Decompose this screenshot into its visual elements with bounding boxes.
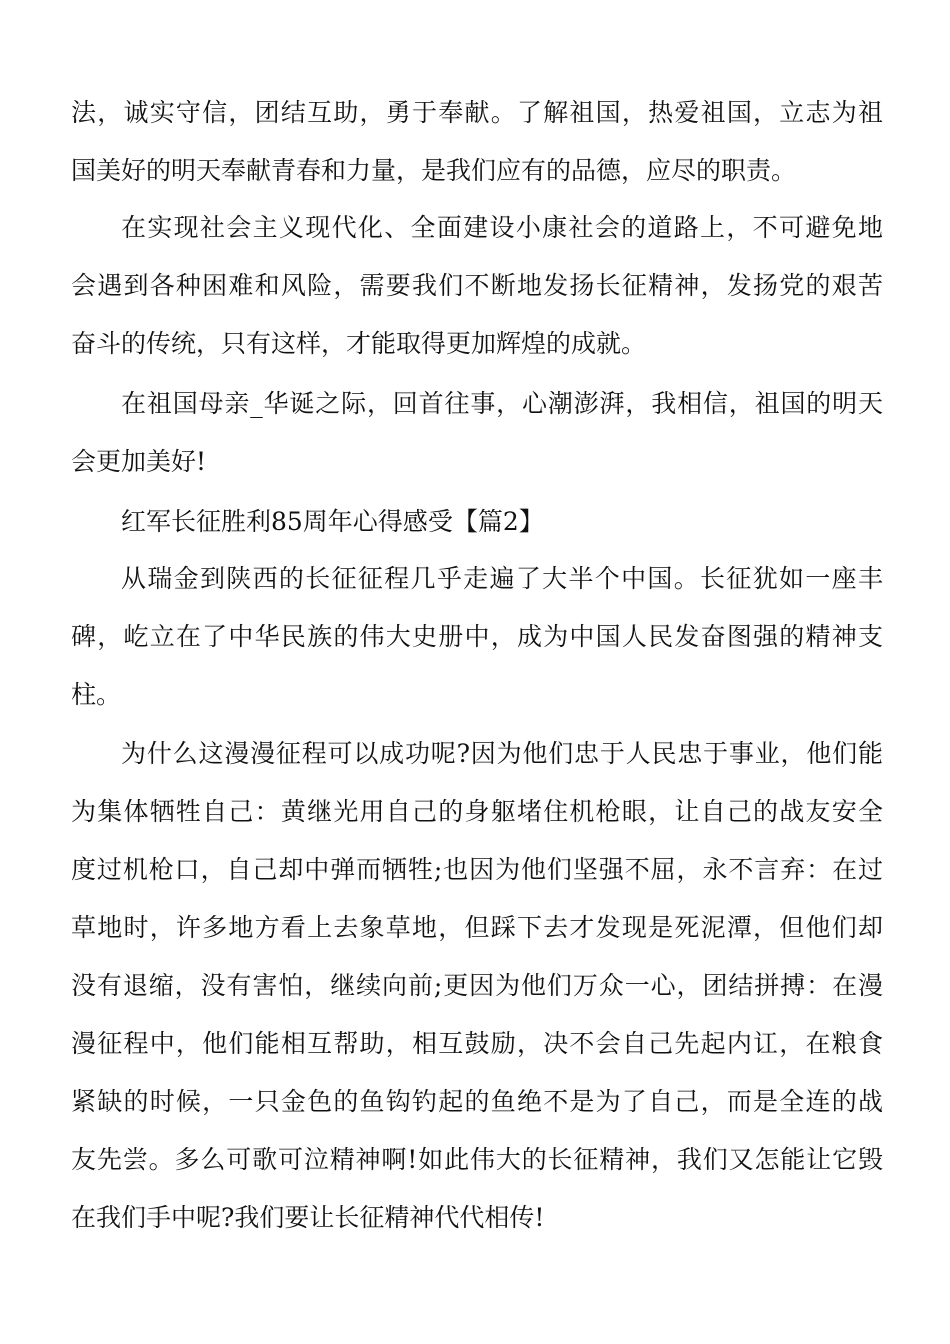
- paragraph-line: 奋斗的传统，只有这样，才能取得更加辉煌的成就。: [71, 329, 647, 358]
- paragraph-line: 在实现社会主义现代化、全面建设小康社会的道路上，不可避免地: [121, 213, 883, 242]
- paragraph-line: 会遇到各种困难和风险，需要我们不断地发扬长征精神，发扬党的艰苦: [71, 271, 883, 300]
- paragraph-line: 会更加美好!: [71, 447, 207, 476]
- paragraph-line: 为什么这漫漫征程可以成功呢?因为他们忠于人民忠于事业，他们能: [121, 739, 883, 768]
- paragraph-line: 紧缺的时候，一只金色的鱼钩钓起的鱼绝不是为了自己，而是全连的战: [71, 1087, 883, 1116]
- paragraph-line: 从瑞金到陕西的长征征程几乎走遍了大半个中国。长征犹如一座丰: [121, 564, 883, 593]
- paragraph-line: 漫征程中，他们能相互帮助，相互鼓励，决不会自己先起内讧，在粮食: [71, 1029, 883, 1058]
- paragraph-line: 草地时，许多地方看上去象草地，但踩下去才发现是死泥潭，但他们却: [71, 913, 883, 942]
- section-heading: 红军长征胜利85周年心得感受【篇2】: [121, 507, 544, 536]
- paragraph-line: 为集体牺牲自己：黄继光用自己的身躯堵住机枪眼，让自己的战友安全: [71, 797, 883, 826]
- paragraph-line: 在祖国母亲_华诞之际，回首往事，心潮澎湃，我相信，祖国的明天: [121, 389, 883, 418]
- paragraph-line: 没有退缩，没有害怕，继续向前;更因为他们万众一心，团结拼搏：在漫: [71, 971, 883, 1000]
- paragraph-line: 法，诚实守信，团结互助，勇于奉献。了解祖国，热爱祖国，立志为祖: [71, 98, 883, 127]
- paragraph-line: 友先尝。多么可歌可泣精神啊!如此伟大的长征精神，我们又怎能让它毁: [71, 1145, 883, 1174]
- paragraph-line: 在我们手中呢?我们要让长征精神代代相传!: [71, 1203, 545, 1232]
- paragraph-line: 柱。: [71, 680, 122, 709]
- paragraph-line: 碑，屹立在了中华民族的伟大史册中，成为中国人民发奋图强的精神支: [71, 622, 883, 651]
- paragraph-line: 度过机枪口，自己却中弹而牺牲;也因为他们坚强不屈，永不言弃：在过: [71, 855, 883, 884]
- paragraph-line: 国美好的明天奉献青春和力量，是我们应有的品德，应尽的职责。: [71, 156, 797, 185]
